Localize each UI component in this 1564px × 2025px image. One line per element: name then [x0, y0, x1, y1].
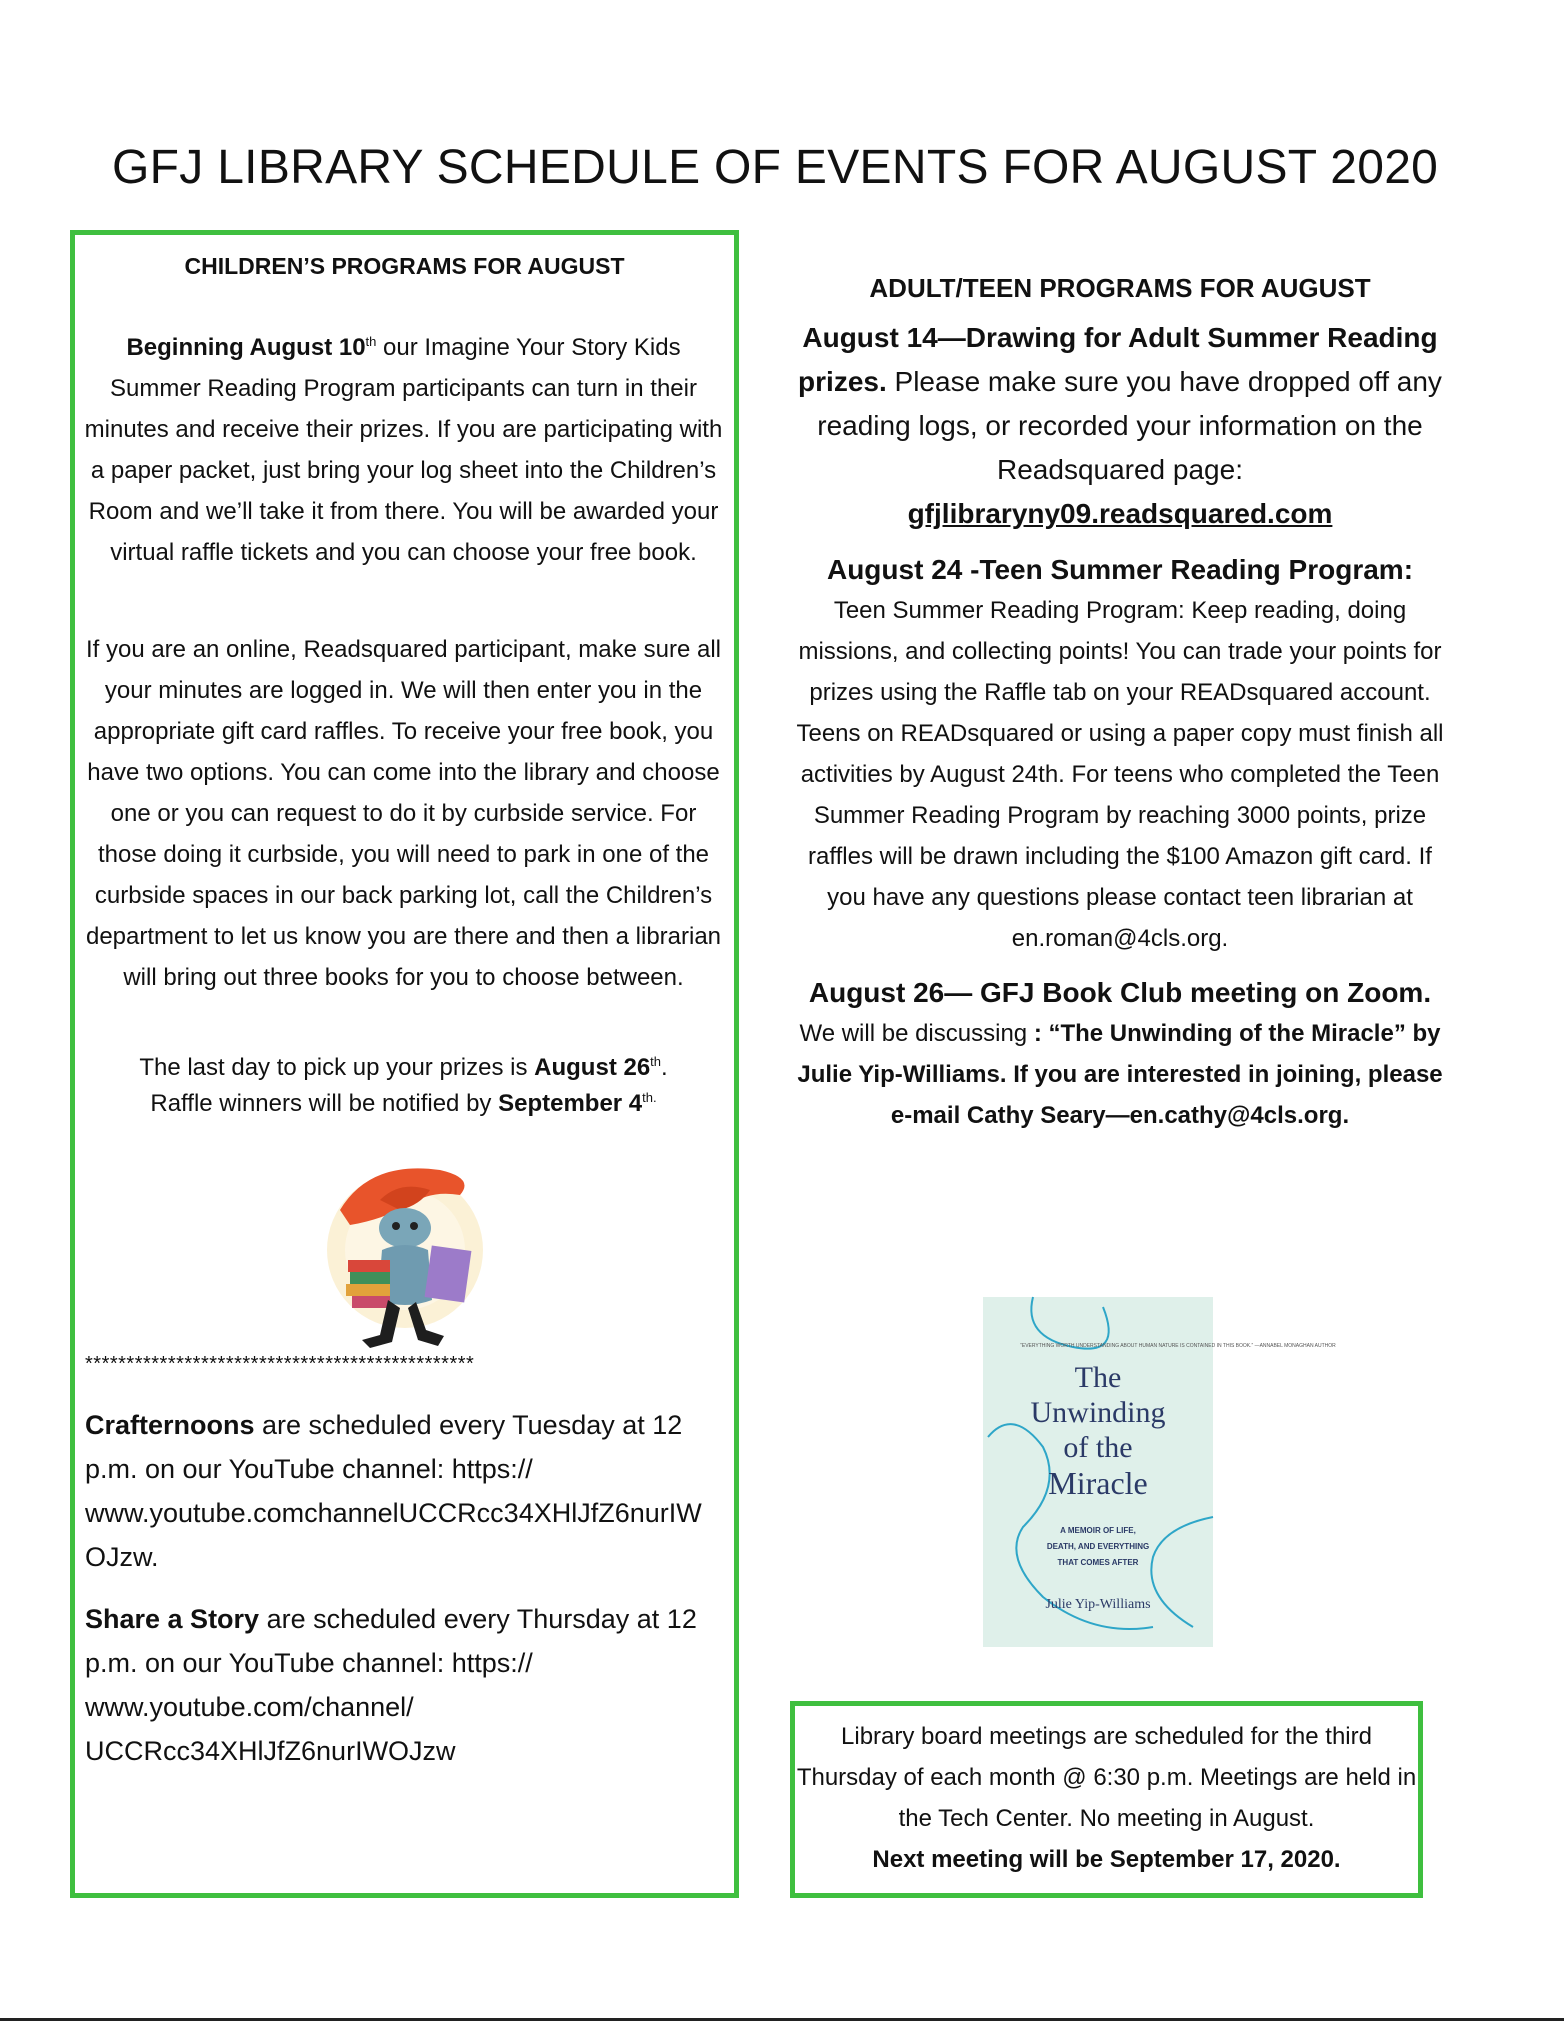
crafternoons-paragraph	[85, 1403, 725, 1579]
paragraph-text: are scheduled every Thursday at 12 p.m. on our YouTube channel: https://​www.youtube.com/channel/​UCCRcc34XHlJfZ6nurIWOJzw	[85, 1604, 697, 1766]
beginning-date: Beginning August 10	[126, 334, 366, 361]
book-author: Julie Yip-Williams	[1045, 1597, 1151, 1612]
readsquared-participant-paragraph: If you are an online, Readsquared participant, make sure all your minutes are logged in. We will then enter you in the appropriate gift card raffles. To receive your free book, you have two options. You can come into the library and choose one or you can request to do it by curbside service. For those doing it curbside, you will need to park in one of the curbside spaces in our back parking lot, call the Children’s department to let us know you are there and then a librarian will bring out three books for you to choose between.	[85, 636, 722, 991]
board-meeting-info: Library board meetings are scheduled for the third Thursday of each month @ 6:30 p.m. Meetings are held in the Tech Center. No meeting in August.	[796, 1723, 1417, 1832]
next-meeting-date: Next meeting will be September 17, 2020.	[872, 1846, 1341, 1873]
event-text-bold: : “The Unwinding of the Miracle” by Julie Yip-Williams. If you are interested in joining, please e-mail Cathy Seary—en.cathy@4cls.org.	[797, 1020, 1443, 1129]
paragraph-text: The last day to pick up your prizes is	[139, 1054, 535, 1081]
event-title: August 24 -Teen Summer Reading Program:	[826, 554, 1414, 585]
event-text: Teen Summer Reading Program: Keep reading, doing missions, and collecting points! You can trade your points for prizes using the Raffle tab on your READsquared account. Teens on READsquared or using a paper copy must finish all activities by August 24th. For teens who completed the Teen Summer Reading Program by reaching 3000 points, prize raffles will be drawn including the $100 Amazon gift card. If you have any questions please contact teen librarian at en.roman@4cls.org.	[796, 597, 1444, 952]
kids-summer-reading-paragraph	[81, 327, 726, 573]
book-title-line: Miracle	[1048, 1465, 1148, 1501]
book-subtitle: A MEMOIR OF LIFE,	[1060, 1526, 1136, 1535]
book-title-line: of the	[1063, 1431, 1133, 1464]
book-club-event	[795, 973, 1445, 1136]
prize-pickup-paragraph	[81, 1050, 726, 1122]
superscript: th	[650, 1054, 662, 1069]
notification-date: September 4	[498, 1090, 643, 1117]
superscript: th.	[642, 1090, 657, 1105]
paragraph-text: are scheduled every Tuesday at 12 p.m. on our YouTube channel: https://​www.youtube.comchannelUCCRcc34XHlJfZ6nurIW​OJzw.	[85, 1410, 702, 1572]
paragraph-text: our Imagine Your Story Kids Summer Reading Program participants can turn in their minutes and receive their prizes. If you are participating with a paper packet, just bring your log sheet into the Children’s Room and we’ll take it from there. You will be awarded your virtual raffle tickets and you can choose your free book.	[84, 334, 723, 566]
paragraph-text: .	[661, 1054, 668, 1081]
cat-reading-books-illustration	[310, 1150, 500, 1360]
superscript: th	[365, 334, 377, 349]
bottom-border	[0, 2018, 1564, 2021]
adult-teen-programs-column	[795, 268, 1445, 1136]
page-title: GFJ LIBRARY SCHEDULE OF EVENTS FOR AUGUST 2020	[112, 141, 1439, 194]
teen-summer-reading-event	[795, 550, 1445, 959]
readsquared-link[interactable]: gfjlibraryny09.readsquared.com	[907, 498, 1333, 529]
event-title: August 26— GFJ Book Club meeting on Zoom.	[808, 977, 1432, 1008]
adult-summer-reading-event	[795, 316, 1445, 536]
childrens-programs-box	[70, 230, 739, 1898]
book-cover-image	[983, 1297, 1336, 1647]
share-a-story-paragraph	[85, 1597, 725, 1773]
crafternoons-label: Crafternoons	[85, 1410, 255, 1440]
childrens-programs-heading: CHILDREN’S PROGRAMS FOR AUGUST	[184, 253, 625, 279]
event-text-plain: We will be discussing	[799, 1020, 1034, 1047]
share-a-story-label: Share a Story	[85, 1604, 260, 1634]
book-title-line: Unwinding	[1030, 1396, 1166, 1429]
book-subtitle: DEATH, AND EVERYTHING	[1046, 1542, 1150, 1551]
book-title-line: The	[1074, 1361, 1122, 1394]
event-text: Please make sure you have dropped off any reading logs, or recorded your information on the Readsquared page:	[817, 366, 1442, 485]
section-divider: ***********************************************	[85, 1353, 475, 1375]
pickup-deadline: August 26	[534, 1054, 651, 1081]
board-meeting-text	[795, 1716, 1418, 1880]
adult-teen-programs-heading: ADULT/TEEN PROGRAMS FOR AUGUST	[869, 273, 1371, 303]
event-title: August 14—Drawing for Adult Summer Reading prizes.	[798, 322, 1438, 397]
book-subtitle: THAT COMES AFTER	[1057, 1558, 1139, 1567]
paragraph-text: Raffle winners will be notified by	[150, 1090, 499, 1117]
book-blurb: “EVERYTHING WORTH UNDERSTANDING ABOUT HUMAN NATURE IS CONTAINED IN THIS BOOK.” —ANNABEL MONAGHAN AUTHOR	[1020, 1343, 1336, 1349]
board-meeting-box	[790, 1701, 1423, 1898]
event-text	[795, 1013, 1445, 1136]
